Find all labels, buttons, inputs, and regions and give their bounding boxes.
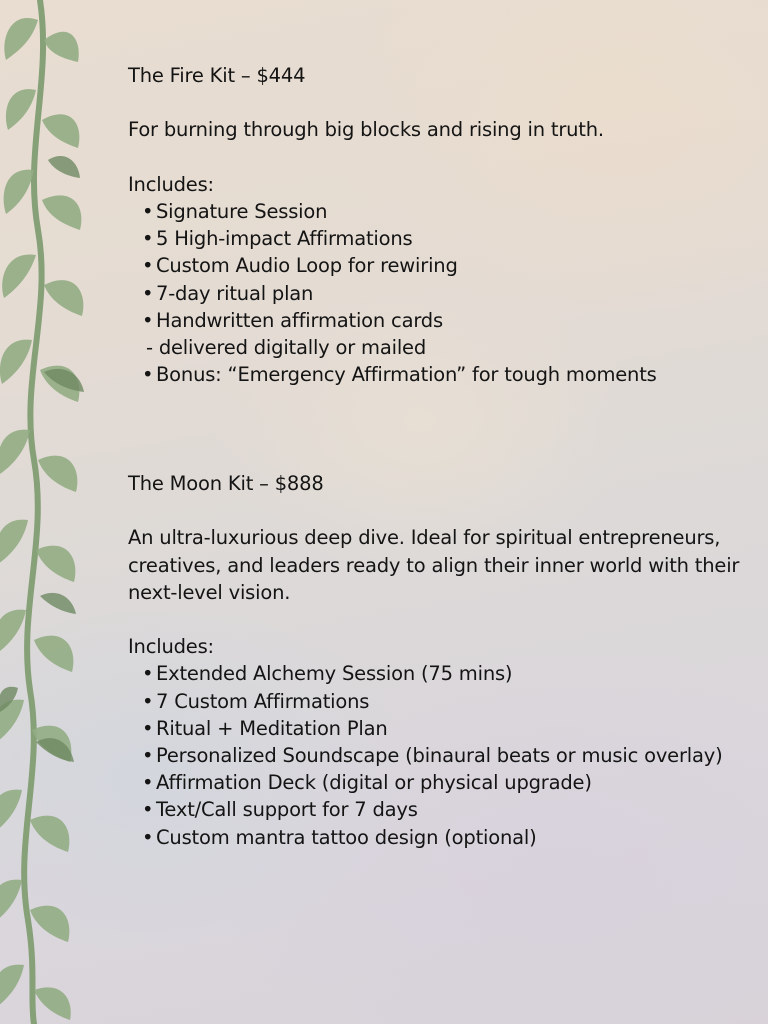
moon-kit-item: • 7 Custom Affirmations — [128, 688, 758, 715]
fire-kit-includes-label: Includes: — [128, 172, 214, 196]
moon-kit-item: • Extended Alchemy Session (75 mins) — [128, 660, 758, 687]
fire-kit-item: • 7-day ritual plan — [128, 280, 758, 307]
fire-kit-section — [128, 62, 758, 388]
vine-decoration — [0, 0, 100, 1024]
moon-kit-description: An ultra-luxurious deep dive. Ideal for spiritual entrepreneurs, creatives, and leaders ready to align their inner world with their next-level vision. — [128, 526, 740, 604]
fire-kit-item: • 5 High-impact Affirmations — [128, 225, 758, 252]
fire-kit-bonus: • Bonus: “Emergency Affirmation” for tough moments — [128, 361, 758, 388]
fire-kit-item: • Custom Audio Loop for rewiring — [128, 252, 758, 279]
fire-kit-sub-note: - delivered digitally or mailed — [146, 336, 427, 359]
moon-kit-item: • Text/Call support for 7 days — [128, 796, 758, 823]
moon-kit-title: The Moon Kit – $888 — [128, 471, 324, 495]
kits-content — [128, 62, 758, 851]
fire-kit-item: • Handwritten affirmation cards — [128, 307, 758, 334]
fire-kit-description: For burning through big blocks and rising in truth. — [128, 118, 604, 142]
fire-kit-title: The Fire Kit – $444 — [128, 64, 306, 87]
fire-kit-item: • Signature Session — [128, 198, 758, 225]
moon-kit-includes-label: Includes: — [128, 635, 214, 659]
moon-kit-item: • Ritual + Meditation Plan — [128, 715, 758, 742]
moon-kit-item: • Affirmation Deck (digital or physical upgrade) — [128, 769, 758, 796]
moon-kit-item: • Personalized Soundscape (binaural beats or music overlay) — [128, 742, 758, 769]
moon-kit-section — [128, 470, 758, 851]
moon-kit-item: • Custom mantra tattoo design (optional) — [128, 824, 758, 851]
